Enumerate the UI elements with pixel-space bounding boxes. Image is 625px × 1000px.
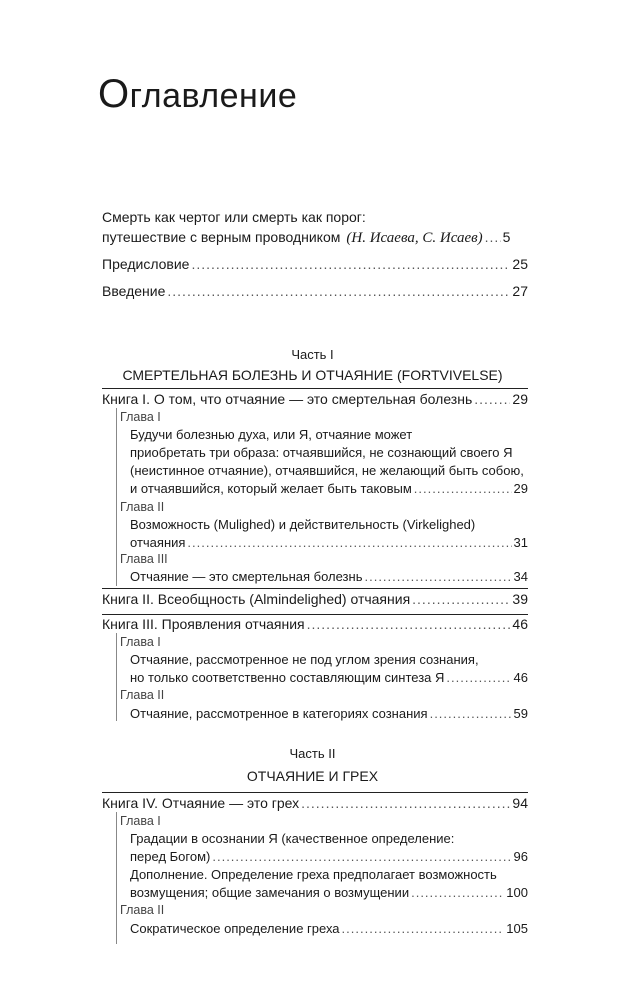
chapter-label: Глава II (120, 688, 165, 702)
entry-label: но только соответственно составляющим синтеза Я (130, 670, 445, 685)
toc-entry-preface[interactable] (102, 255, 528, 273)
leader-dots (430, 705, 512, 723)
page-number: 34 (513, 569, 528, 584)
entry-label: и отчаявшийся, который желает быть таковым (130, 481, 412, 496)
page-number: 27 (512, 283, 528, 299)
leader-dots (474, 390, 510, 408)
page-number: 29 (513, 481, 528, 496)
chapter-label: Глава I (120, 410, 161, 424)
page-number: 31 (513, 535, 528, 550)
title-initial: О (98, 72, 130, 116)
chapter-label: Глава I (120, 635, 161, 649)
entry-label: Отчаяние, рассмотренное в категориях сознания (130, 706, 428, 721)
entry-label: Введение (102, 283, 166, 299)
leader-dots (414, 480, 512, 498)
entry-label: Сократическое определение греха (130, 921, 340, 936)
toc-entry-chapter[interactable] (130, 848, 528, 866)
toc-entry-chapter[interactable] (130, 568, 528, 586)
toc-entry-intro[interactable] (102, 228, 528, 247)
page-number: 94 (512, 795, 528, 811)
part-heading: Часть I (291, 347, 334, 362)
intro-authors: (Н. Исаева, С. Исаев) (346, 230, 483, 246)
leader-dots (191, 255, 510, 273)
entry-label: Предисловие (102, 256, 190, 272)
toc-entry-book-3[interactable] (102, 615, 528, 633)
divider (102, 388, 528, 389)
leader-dots (301, 794, 510, 812)
leader-dots (485, 228, 501, 246)
entry-label: Книга III. Проявления отчаяния (102, 616, 305, 632)
leader-dots (187, 534, 511, 552)
page-number: 25 (512, 256, 528, 272)
leader-dots (446, 669, 511, 687)
chapter-text-line: Возможность (Mulighed) и действительность (Virkelighed) (130, 517, 476, 532)
page-number: 96 (513, 849, 528, 864)
toc-entry-addendum[interactable] (130, 884, 528, 902)
toc-entry-introduction[interactable] (102, 282, 528, 300)
toc-entry-book-1[interactable] (102, 390, 528, 408)
chapter-text-line: приобретать три образа: отчаявшийся, не сознающий своего Я (130, 445, 513, 460)
chapter-label: Глава I (120, 814, 161, 828)
leader-dots (167, 282, 510, 300)
chapter-text-line: Будучи болезнью духа, или Я, отчаяние может (130, 427, 413, 442)
entry-label: Отчаяние — это смертельная болезнь (130, 569, 363, 584)
page-number: 105 (506, 921, 528, 936)
intro-line-1: Смерть как чертог или смерть как порог: (102, 209, 366, 225)
chapter-label: Глава II (120, 500, 165, 514)
entry-label: перед Богом) (130, 849, 211, 864)
toc-entry-book-4[interactable] (102, 794, 528, 812)
part-heading: Часть II (289, 746, 336, 761)
page-number: 46 (513, 670, 528, 685)
leader-dots (342, 920, 505, 938)
page-number: 100 (506, 885, 528, 900)
chapter-label: Глава III (120, 552, 168, 566)
toc-entry-chapter[interactable] (130, 705, 528, 723)
divider (102, 588, 528, 589)
divider (102, 792, 528, 793)
entry-label: Книга II. Всеобщность (Almindelighed) отчаяния (102, 591, 411, 607)
leader-dots (411, 884, 504, 902)
part-title: СМЕРТЕЛЬНАЯ БОЛЕЗНЬ И ОТЧАЯНИЕ (FORTVIVELSE) (122, 367, 503, 383)
chapter-text-line: Градации в осознании Я (качественное определение: (130, 831, 455, 846)
leader-dots (307, 615, 511, 633)
intro-line-2: путешествие с верным проводником (102, 229, 341, 245)
page-number: 39 (512, 591, 528, 607)
book-1-bracket (116, 408, 117, 586)
entry-label: отчаяния (130, 535, 186, 550)
page-number: 59 (513, 706, 528, 721)
chapter-text-line: Отчаяние, рассмотренное не под углом зрения сознания, (130, 652, 479, 667)
toc-entry-chapter[interactable] (130, 480, 528, 498)
part-title: ОТЧАЯНИЕ И ГРЕХ (246, 768, 379, 784)
addendum-text-line: Дополнение. Определение греха предполагает возможность (130, 867, 497, 882)
chapter-label: Глава II (120, 903, 165, 917)
toc-entry-chapter[interactable] (130, 669, 528, 687)
toc-entry-chapter[interactable] (130, 534, 528, 552)
page-number: 5 (502, 229, 511, 245)
leader-dots (412, 590, 510, 608)
page-number: 29 (512, 391, 528, 407)
chapter-text-line: (неистинное отчаяние), отчаявшийся, не желающий быть собою, (130, 463, 524, 478)
toc-entry-chapter[interactable] (130, 920, 528, 938)
book-3-bracket (116, 633, 117, 721)
page-title: Оглавление (98, 72, 298, 116)
entry-label: Книга IV. Отчаяние — это грех (102, 795, 300, 811)
entry-label: Книга I. О том, что отчаяние — это смертельная болезнь (102, 391, 473, 407)
leader-dots (212, 848, 511, 866)
leader-dots (364, 568, 511, 586)
toc-entry-book-2[interactable] (102, 590, 528, 608)
book-4-bracket (116, 812, 117, 944)
entry-label: возмущения; общие замечания о возмущении (130, 885, 410, 900)
page-number: 46 (512, 616, 528, 632)
